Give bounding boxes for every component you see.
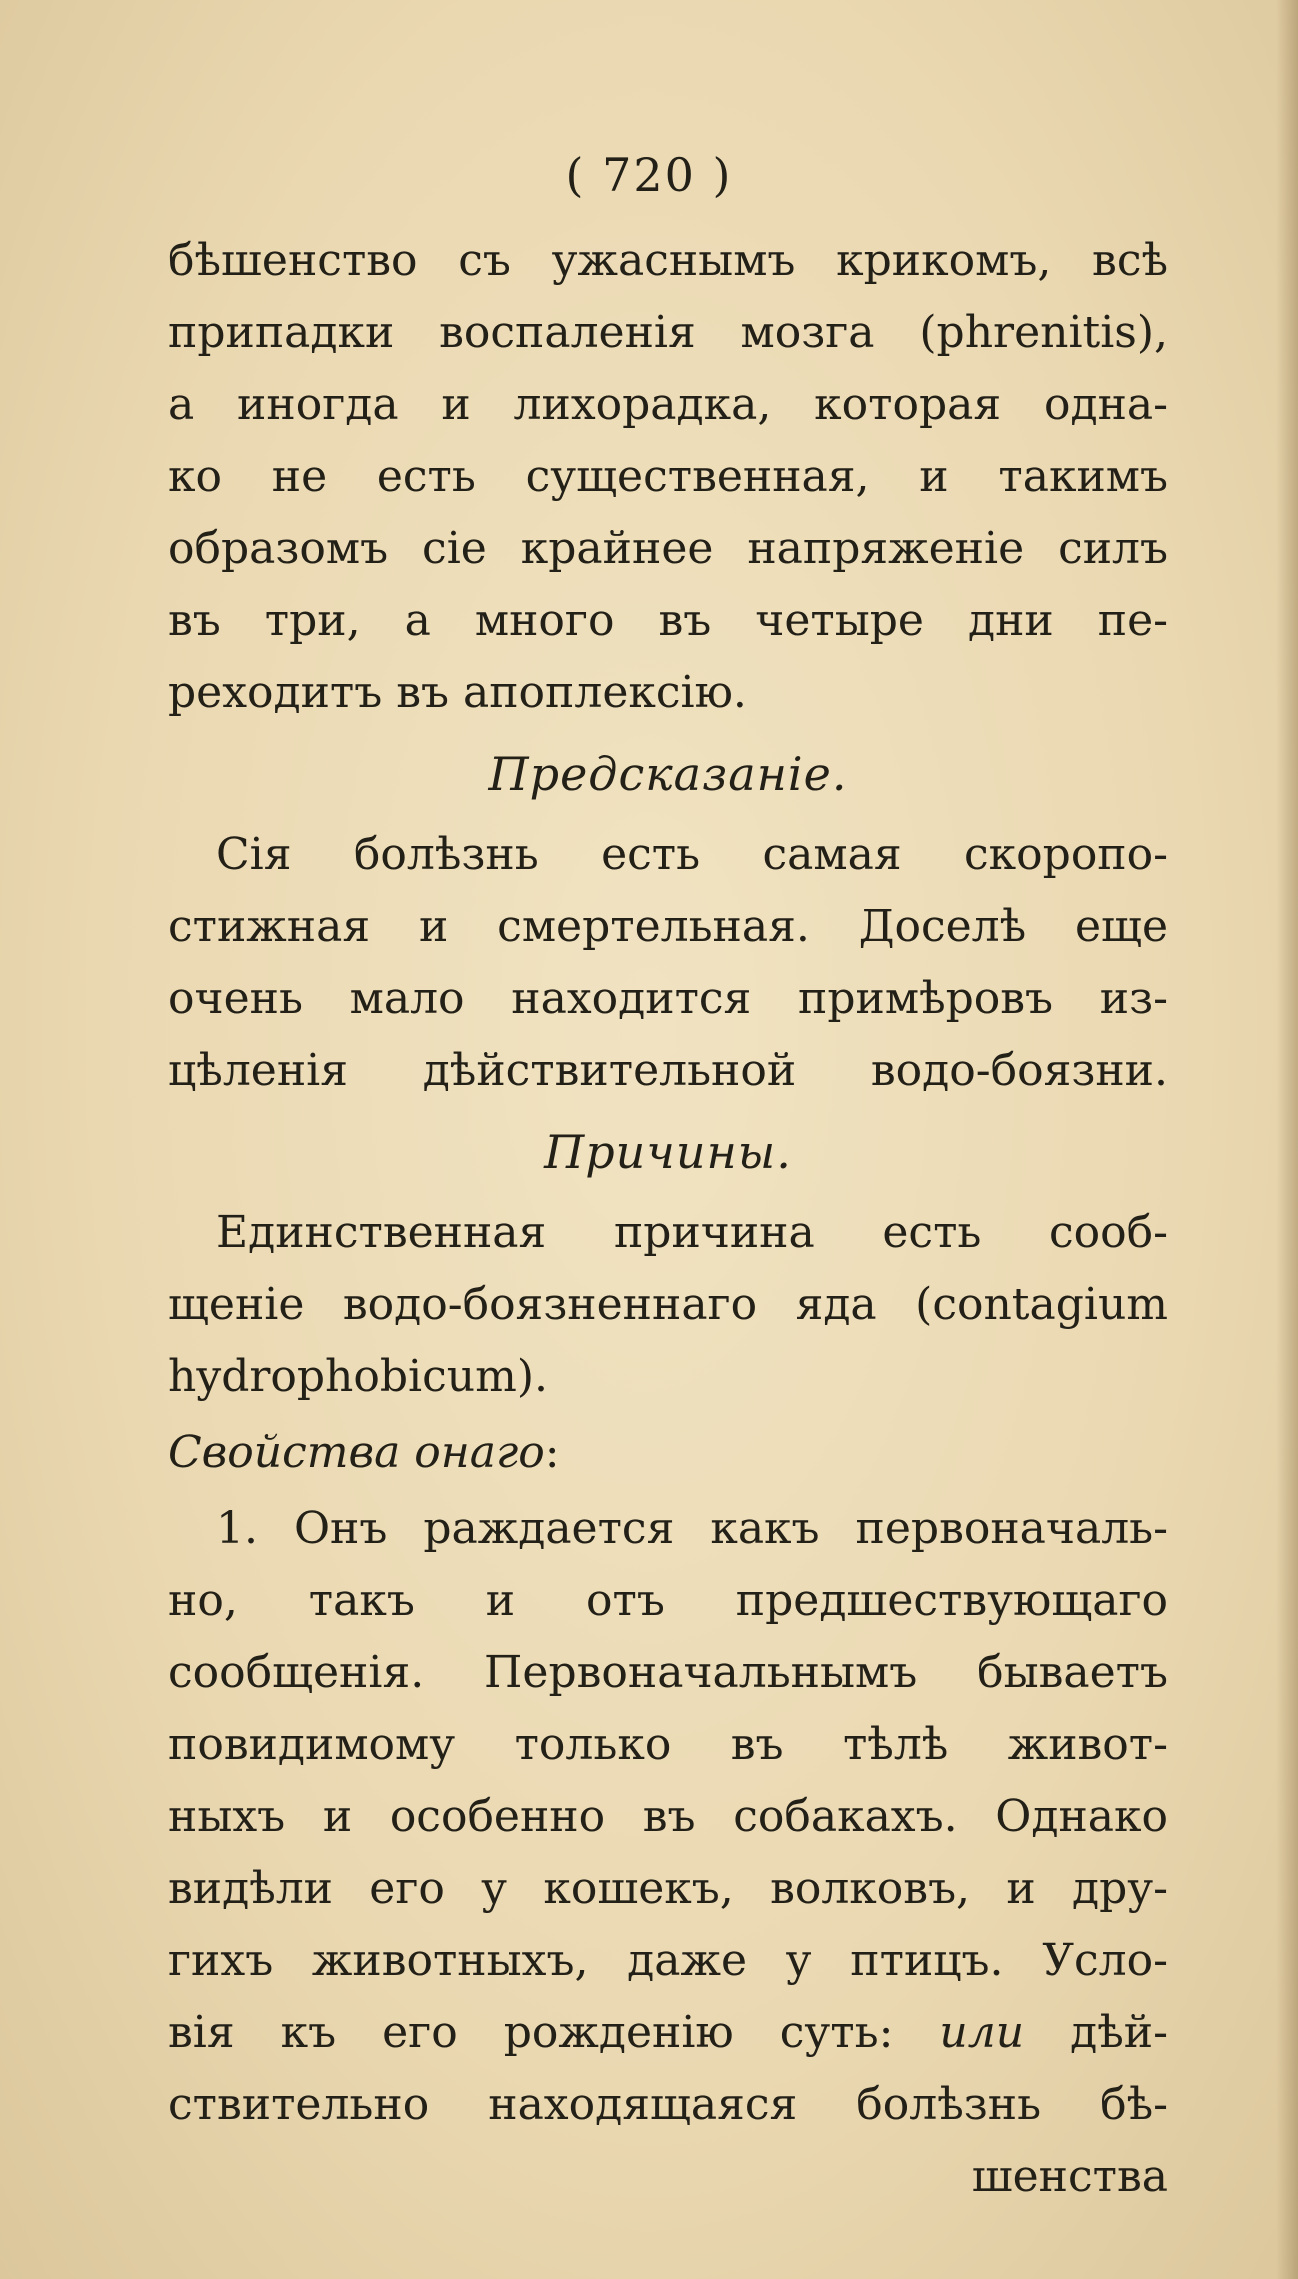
page-number: ( 720 )	[565, 148, 733, 202]
text-line: въ три, а много въ четыре дни пе-	[168, 595, 1168, 646]
text-line: сообщенія. Первоначальнымъ бываетъ	[168, 1647, 1168, 1698]
text-line: очень мало находится примѣровъ из-	[168, 973, 1168, 1024]
section-heading-prognosis: Предсказаніе.	[488, 747, 848, 801]
text-line: ствительно находящаяся болѣзнь бѣ-	[168, 2079, 1168, 2130]
text-line: стижная и смертельная. Доселѣ еще	[168, 901, 1168, 952]
text-line: Сія болѣзнь есть самая скоропо-	[216, 829, 1168, 880]
text-line: а иногда и лихорадка, которая одна-	[168, 379, 1168, 430]
catchword: шенства	[971, 2151, 1168, 2202]
text-line: повидимому только въ тѣлѣ живот-	[168, 1719, 1168, 1770]
text-line: гихъ животныхъ, даже у птицъ. Усло-	[168, 1935, 1168, 1986]
text-line: Единственная причина есть сооб-	[216, 1207, 1168, 1258]
text-line: но, такъ и отъ предшествующаго	[168, 1575, 1168, 1626]
text-line: щеніе водо-боязненнаго яда (contagium	[168, 1279, 1168, 1330]
text-line: реходитъ въ апоплексію.	[168, 667, 747, 718]
page-edge-shadow	[1276, 0, 1298, 2279]
text-line: hydrophobicum).	[168, 1351, 548, 1402]
text-line: ко не есть существенная, и такимъ	[168, 451, 1168, 502]
text-line: 1. Онъ раждается какъ первоначаль-	[216, 1503, 1168, 1554]
text-line: бѣшенство съ ужаснымъ крикомъ, всѣ	[168, 235, 1168, 286]
body-text	[168, 225, 1168, 2213]
text-line: видѣли его у кошекъ, волковъ, и дру-	[168, 1863, 1168, 1914]
text-line: вія къ его рожденію суть: или дѣй-	[168, 2007, 1168, 2058]
italic-word: или	[939, 2007, 1025, 2058]
text-line: цѣленія дѣйствительной водо-боязни.	[168, 1045, 1168, 1096]
text-line: припадки воспаленія мозга (phrenitis),	[168, 307, 1168, 358]
section-heading-causes: Причины.	[544, 1125, 792, 1179]
text-line: ныхъ и особенно въ собакахъ. Однако	[168, 1791, 1168, 1842]
text-line: образомъ сіе крайнее напряженіе силъ	[168, 523, 1168, 574]
subheading-properties: Свойства онаго:	[168, 1427, 560, 1478]
